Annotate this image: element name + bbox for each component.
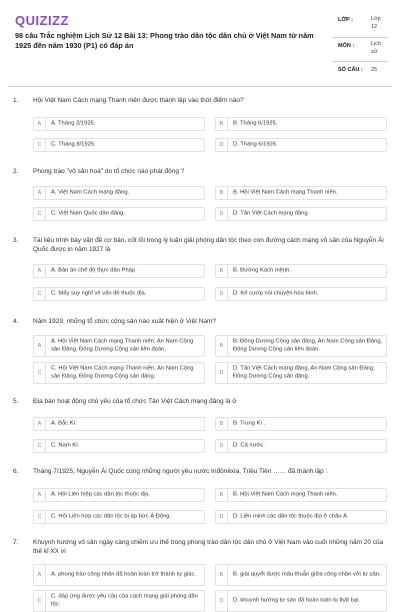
option-d[interactable] [215,590,387,612]
option-c[interactable] [33,207,205,221]
question-text: Hội Việt Nam Cách mạng Thanh niên được thành lập vào thời điểm nào? [33,97,244,104]
option-c[interactable] [33,439,205,453]
option-text: D. Tân Việt Cách mạng đảng, An Nam Cộng sản Đảng, Đông Dương Cộng sản đảng. [233,365,375,379]
question-number: 2. [13,168,19,175]
quizizz-logo: QUIZIZZ [15,13,70,28]
option-letter: C [34,363,46,383]
option-a[interactable] [33,564,205,586]
question-number: 3. [13,237,19,244]
question-number: 1. [13,97,19,104]
option-text: D. Liên minh các dân tộc thuộc địa ở châu Á. [233,513,349,520]
option-c[interactable] [33,138,205,152]
option-letter: A [34,565,46,585]
question-text: Tài liệu trình bày vấn đề cơ bản, cốt lõi trong lý luận giải phóng dân tộc theo con đường cách mạng vô sản của Nguyễn Ái Quốc được in năm 1927 là [33,237,384,253]
option-letter: D [216,208,228,220]
option-letter: B [216,565,228,585]
document-header [0,0,400,84]
option-b[interactable] [215,117,387,131]
option-text: A. Việt Nam Cách mạng đảng. [51,189,130,196]
option-b[interactable] [215,564,387,586]
option-text: B. Trung Kì . [233,420,266,427]
option-d[interactable] [215,207,387,221]
option-a[interactable] [33,417,205,431]
option-text: A. Tháng 2/1925. [51,120,96,127]
option-letter: D [216,440,228,452]
option-a[interactable] [33,335,205,357]
option-text: B. Tháng 6/1925. [233,120,278,127]
class-label: LỚP : [338,17,353,23]
option-text: D. Kế cướp nói chuyện hòa bình. [233,290,319,297]
option-b[interactable] [215,186,387,200]
option-letter: C [34,591,46,611]
option-a[interactable] [33,186,205,200]
question-number: 5. [13,398,19,405]
option-letter: A [34,118,46,130]
question-number: 7. [13,539,19,546]
question-text: Năm 1929, những tổ chức cộng sản nào xuất hiện ở Việt Nam? [33,318,217,325]
subject-label: MÔN : [338,43,355,49]
option-text: C. Việt Nam Quốc dân đảng. [51,210,126,217]
option-letter: C [34,511,46,523]
option-b[interactable] [215,264,387,278]
option-a[interactable] [33,264,205,278]
option-d[interactable] [215,510,387,524]
option-b[interactable] [215,335,387,357]
option-text: C. Nam Kì. [51,442,80,449]
option-letter: B [216,118,228,130]
option-d[interactable] [215,287,387,301]
option-text: D. khuynh hướng tư sản đã hoàn toàn bị thất bại. [233,597,360,604]
header-divider [8,86,392,87]
option-a[interactable] [33,488,205,502]
option-text: C. Hội Liên hợp các dân tộc bị áp bức Á Đông. [51,513,172,520]
option-text: C. Hội Việt Nam Cách mạng Thanh niên, An Nam Cộng sản Đảng, Đông Dương Cộng sản đảng. [51,365,194,379]
option-d[interactable] [215,362,387,384]
option-letter: B [216,418,228,430]
subject-value: Lịch sử [371,41,382,55]
option-text: B. Đường Kách mệnh. [233,267,291,274]
option-letter: A [34,489,46,501]
option-text: B. giải quyết được mâu thuẫn giữa công nhân với tư sản. [233,571,381,578]
option-text: B. Hội Việt Nam Cách mạng Thanh niên. [233,189,338,196]
option-b[interactable] [215,417,387,431]
option-letter: D [216,511,228,523]
option-letter: D [216,288,228,300]
option-letter: C [34,208,46,220]
option-d[interactable] [215,439,387,453]
question-number: 6. [13,468,19,475]
question-text: Phong trào "vô sản hoá" do tổ chức nào phát động ? [33,168,185,175]
meta-divider [333,61,388,62]
option-text: D. Cả nước. [233,442,265,449]
option-letter: A [34,418,46,430]
option-letter: D [216,591,228,611]
option-letter: B [216,336,228,356]
question-text: Tháng 7/1925, Nguyễn Ái Quốc cùng những người yêu nước Inđônêxia, Triều Tiên …… đã thành lập : [33,468,328,475]
option-letter: D [216,139,228,151]
option-letter: B [216,265,228,277]
option-a[interactable] [33,117,205,131]
question-text: Khuynh hướng vô sản ngày càng chiếm ưu thế trong phong trào dân tộc dân chủ ở Việt Nam vào cuối những năm 20 của thế kỉ XX vì [33,539,384,555]
option-letter: A [34,336,46,356]
option-text: A. Hội Liên hiệp các dân tộc thuộc địa. [51,491,150,498]
option-text: A. Hội Việt Nam Cách mạng Thanh niên, An Nam Cộng sản Đảng, Đông Dương Cộng sản liên đoàn. [51,338,194,352]
option-letter: A [34,265,46,277]
option-text: C. Mấy suy nghĩ về vấn đề thuộc địa. [51,290,147,297]
option-letter: C [34,288,46,300]
page-title: 98 câu Trắc nghiệm Lịch Sử 12 Bài 13: Phong trào dân tộc dân chủ ở Việt Nam từ năm 1925 đến năm 1930 (P1) có đáp án [15,31,314,50]
option-text: D. Tháng 6/1926. [233,141,278,148]
option-letter: D [216,363,228,383]
option-text: A. Bắc Kì. [51,420,77,427]
option-text: C. đáp ứng được yêu cầu của cách mạng giải phóng dân tộc. [51,593,198,607]
option-text: A. Bản án chế độ thực dân Pháp. [51,267,137,274]
option-c[interactable] [33,287,205,301]
option-letter: B [216,187,228,199]
option-text: D. Tân Việt Cách mạng đảng. [233,210,310,217]
option-c[interactable] [33,510,205,524]
meta-divider [333,37,388,38]
option-b[interactable] [215,488,387,502]
option-text: C. Tháng 8/1925. [51,141,96,148]
option-letter: B [216,489,228,501]
option-letter: A [34,187,46,199]
question-number: 4. [13,318,19,325]
question-text: Địa bàn hoạt động chủ yếu của tổ chức Tân Việt Cách mạng đảng là ở [33,398,237,405]
option-letter: C [34,440,46,452]
option-text: B. Hội Việt Nam Cách mạng Thanh niên. [233,491,338,498]
option-text: A. phong trào công nhân đã hoàn toàn trở thành tự giác. [51,571,196,578]
option-d[interactable] [215,138,387,152]
option-c[interactable] [33,590,205,612]
option-text: B. Đông Dương Cộng sản đảng, An Nam Cộng sản Đảng, Đông Dương Cộng sản liên đoàn. [233,338,383,352]
option-letter: C [34,139,46,151]
option-c[interactable] [33,362,205,384]
class-value: Lớp 12 [371,16,381,30]
count-value: 25 [371,67,378,73]
count-label: SỐ CÂU : [338,67,363,73]
